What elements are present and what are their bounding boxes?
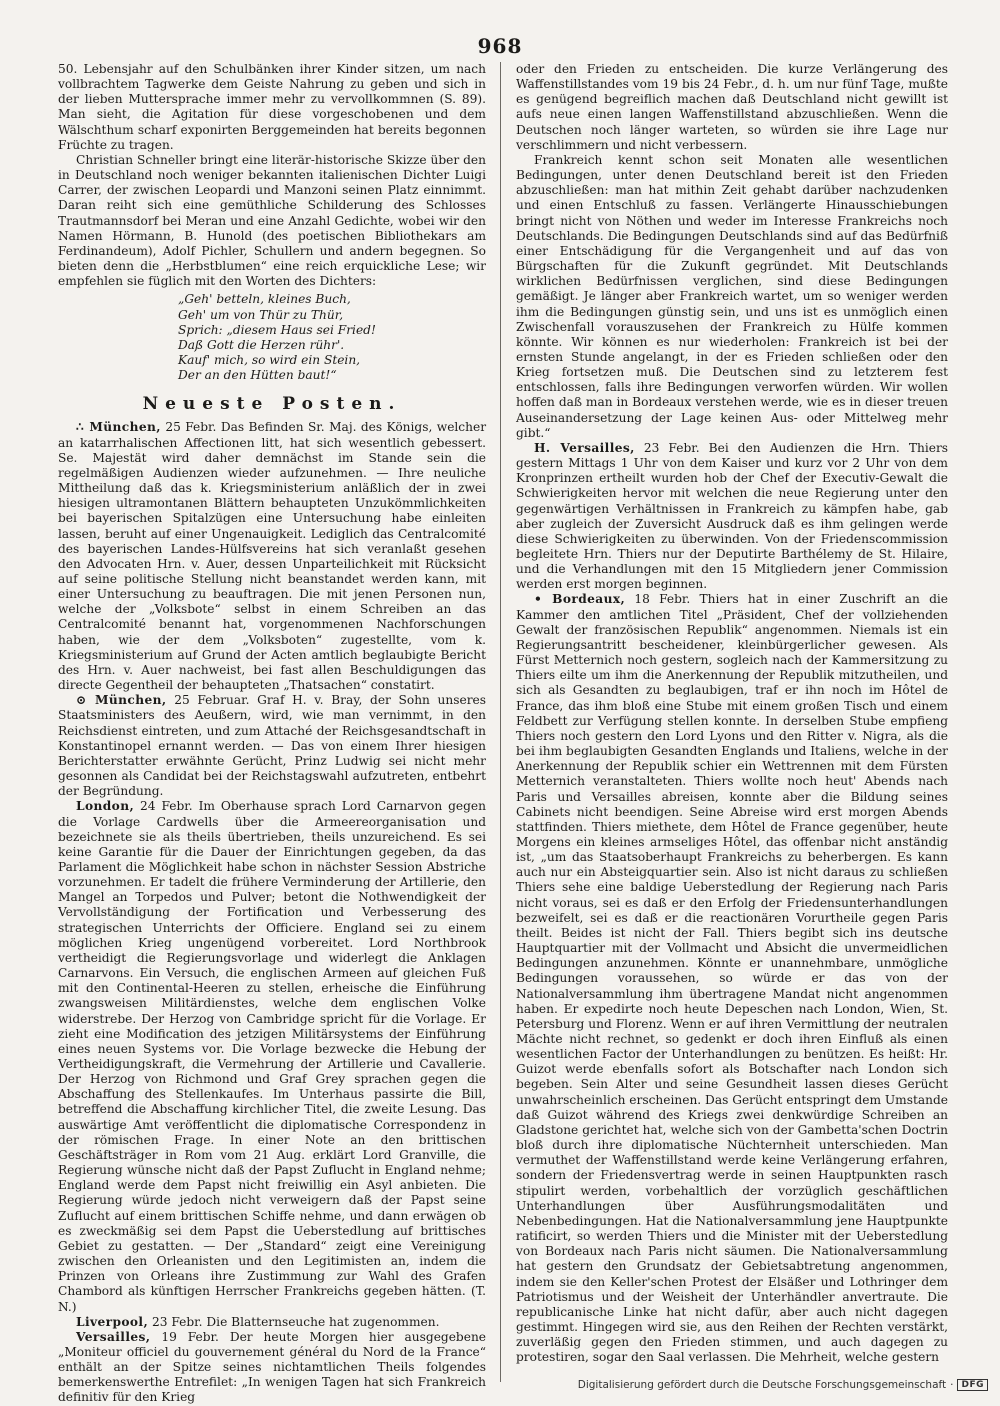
article-place: H. Versailles, <box>534 440 635 455</box>
dfg-logo-icon: DFG <box>957 1379 988 1391</box>
article <box>516 441 948 593</box>
article-date: 19 Febr. <box>161 1329 219 1344</box>
article <box>516 592 948 1365</box>
article-date: 18 Febr. <box>634 592 691 607</box>
article-date: 23 Febr. <box>151 1314 203 1329</box>
poem-line: Daß Gott die Herzen rühr'. <box>178 337 345 352</box>
article-place: • Bordeaux, <box>534 592 626 607</box>
intro-paragraph-2: Christian Schneller bringt eine literär-historische Skizze über den in Deutschland noch weniger bekannten italienischen Dichter Luigi Carrer, der zwischen Leopardi und Manzoni seinen Platz einnimmt. Daran reiht sich eine gemüthliche Schilderung des Schlosses Trautmannsdorf bei Meran und eine Anzahl Gedichte, wobei wir den Namen Hörmann, B. Hunold (des poetischen Bibliothekars am Ferdinandeum), Adolf Pichler, Schullern und andern begegnen. So bieten denn die „Herbstblumen“ eine reich erquickliche Lese; wir empfehlen sie füglich mit den Worten des Dichters: <box>58 152 486 289</box>
article-place: ∴ München, <box>76 420 161 435</box>
poem-line: Geh' um von Thür zu Thür, <box>178 307 344 322</box>
article-text: Graf H. v. Bray, der Sohn unseres Staatsministers des Aeußern, wird, wie man vernimmt, in den Reichsdienst eintreten, und zum Attaché der Reichsgesandtschaft in Konstantinopel ernannt werden. — Das von einem Ihrer hiesigen Berichterstatter erwähnte Gerücht, Prinz Ludwig sei nicht mehr gesonnen als Candidat bei der Reichstagswahl aufzutreten, entbehrt der Begründung. <box>58 693 486 799</box>
article <box>58 1330 486 1406</box>
poem <box>178 292 486 383</box>
left-column <box>58 62 487 1405</box>
article <box>58 693 486 799</box>
continuation-paragraph-1: oder den Frieden zu entscheiden. Die kurze Verlängerung des Waffenstillstandes vom 19 bis 24 Febr., d. h. um nur fünf Tage, mußte es genügend begreiflich machen daß Deutschland nicht gewillt ist aufs neue einen langen Waffenstillstand abzuschließen. Wenn die Deutschen noch länger warteten, so würden sie ihre Lage nur verschlimmern und nicht verbessern. <box>516 62 948 152</box>
digitization-footer <box>578 1379 988 1391</box>
article <box>58 420 486 693</box>
poem-line: „Geh' betteln, kleines Buch, <box>178 292 351 307</box>
poem-line: Der an den Hütten baut!“ <box>178 368 337 383</box>
column-divider <box>500 62 501 1382</box>
article-date: 25 Febr. <box>165 420 217 435</box>
article-text: Der heute Morgen hier ausgegebene „Moniteur officiel du gouvernement général du Nord de la France“ enthält an der Spitze seines nichtamtlichen Theils folgendes bemerkenswerthe Entrefilet: „In wenigen Tagen hat sich Frankreich definitiv für den Krieg <box>58 1329 487 1405</box>
intro-paragraph-1: 50. Lebensjahr auf den Schulbänken ihrer Kinder sitzen, um nach vollbrachtem Tagwerke dem Geiste Nahrung zu geben und sich in der lieben Muttersprache immer mehr zu vervollkommnen (S. 89). Man sieht, die Agitation für diese vorgeschobenen und dem Wälschthum scharf exponirten Berggemeinden hat bereits begonnen Früchte zu tragen. <box>58 62 486 152</box>
footer-text: Digitalisierung gefördert durch die Deutsche Forschungsgemeinschaft <box>577 1379 947 1391</box>
article-place: Liverpool, <box>76 1314 149 1329</box>
article-text: Im Oberhause sprach Lord Carnarvon gegen die Vorlage Cardwells über die Armeereorganisation und bezeichnete sie als theils übertrieben, theils unzureichend. Es sei keine Garantie für die Dauer der Einrichtungen gegeben, da das Parlament die Möglichkeit habe schon in nächster Session Abstriche vorzunehmen. Er tadelt die frühere Verminderung der Artillerie, den Mangel an Torpedos und Pulver; betont die Nothwendigkeit der Vervollständigung der Fortification und Verbesserung des strategischen Unterrichts der Officiere. England sei zu einem möglichen Krieg ungenügend vorbereitet. Lord Northbrook vertheidigt die Regierungsvorlage und widerlegt die Anklagen Carnarvons. Ein Versuch, die englischen Armeen auf gleichen Fuß mit den Continental-Heeren zu stellen, erheische die Einführung zwangsweisen Militärdienstes, welche dem englischen Volke widerstrebe. Der Herzog von Cambridge spricht für die Vorlage. Er zieht eine Modification des jetzigen Militärsystems der Einführung eines neuen Systems vor. Die Vorlage bezwecke die Hebung der Vertheidigungskraft, die Vermehrung der Artillerie und Cavallerie. Der Herzog von Richmond und Graf Grey sprachen gegen die Abschaffung des Stellenkaufes. Im Unterhaus passirte die Bill, betreffend die Abschaffung kirchlicher Titel, die zweite Lesung. Das auswärtige Amt veröffentlicht die diplomatische Correspondenz in der römischen Frage. In einer Note an den brittischen Geschäftsträger in Rom vom 21 Aug. erklärt Lord Granville, die Regierung wünsche nicht daß der Papst Zuflucht in England nehme; England werde dem Papst nicht freiwillig ein Asyl anbieten. Die Regierung würde jedoch nicht verweigern daß der Papst seine Zuflucht auf einem brittischen Schiffe nehme, und dann erwägen ob es zweckmäßig sei dem Papst die Ueberstedlung auf brittisches Gebiet zu gestatten. — Der „Standard“ zeigt eine Vereinigung zwischen den Orleanisten und den Legitimisten an, indem die Prinzen von Orleans ihre Zustimmung zur Wahl des Grafen Chambord als künftigen Herrscher Frankreichs gegeben hätten. (T. N.) <box>58 799 486 1314</box>
article-text: Die Blatternseuche hat zugenommen. <box>206 1314 440 1329</box>
section-heading: Neueste Posten. <box>142 394 402 415</box>
page-number: 968 <box>477 34 523 58</box>
article-text: Das Befinden Sr. Maj. des Königs, welcher an katarrhalischen Affectionen litt, hat sich wesentlich gebessert. Se. Majestät wird daher demnächst im Stande sein die regelmäßigen Audienzen wieder aufzunehmen. — Ihre neuliche Mittheilung daß das k. Kriegsministerium anläßlich der in zwei hiesigen ultramontanen Blättern behaupteten Unzukömmlichkeiten bei bayerischen Spitalzügen eine Untersuchung habe einleiten lassen, beruht auf einer Ungenauigkeit. Lediglich das Centralcomité des bayerischen Landes-Hülfsvereins hat sich veranlaßt gesehen den Advocaten Hrn. v. Auer, dessen Unparteilichkeit mit Rücksicht auf seine politische Stellung nicht beanstandet werden kann, mit einer Untersuchung zu beauftragen. Die mit jenen Personen nun, welche der „Volksbote“ selbst in einem Schreiben an das Centralcomité benannt hat, vorgenommenen Nachforschungen haben, wie der dem „Volksboten“ zugestellte, vom k. Kriegsministerium auf Grund der Acten amtlich beglaubigte Bericht des Hrn. v. Auer nachweist, bei fast allen Beschuldigungen das directe Gegentheil der behaupteten „Thatsachen“ constatirt. <box>58 420 487 693</box>
article-date: 24 Febr. <box>140 799 193 814</box>
continuation-paragraph-2: Frankreich kennt schon seit Monaten alle wesentlichen Bedingungen, unter denen Deutschland bereit ist den Frieden abzuschließen: man hat mithin Zeit gehabt darüber nachzudenken und einen Entschluß zu fassen. Verlängerte Hinausschiebungen bringt nicht von Nöthen und weder im Interesse Frankreichs noch Deutschlands. Die Bedingungen Deutschlands sind auf das Bedürfniß einer Entschädigung für die Vergangenheit und auf das von Bürgschaften für die Zukunft gegründet. Mit Deutschlands wirklichen Bedürfnissen verglichen, sind diese Bedingungen gemäßigt. Je länger aber Frankreich wartet, um so weniger werden ihm die Bedingungen günstig sein, und uns ist es unmöglich einen Zwischenfall vorauszusehen der Frankreich zu Hülfe kommen könnte. Wir können es nur wiederholen: Frankreich ist bei der ernsten Stunde angelangt, in der es Frieden schließen oder den Krieg fortsetzen muß. Die Deutschen sind zu letzterem fest entschlossen, falls ihre Bedingungen verworfen würden. Wir wollen hoffen daß man in Bordeaux verstehen werde, wie es in dieser treuen Auseinandersetzung der Lage keinen Aus- oder Mittelweg mehr gibt.“ <box>516 152 948 440</box>
article <box>58 1315 486 1330</box>
article-place: Versailles, <box>76 1329 151 1344</box>
article-date: 25 Februar. <box>174 693 250 708</box>
article-date: 23 Febr. <box>643 440 700 455</box>
poem-line: Sprich: „diesem Haus sei Fried! <box>178 322 376 337</box>
article-text: Bei den Audienzen die Hrn. Thiers gestern Mittags 1 Uhr von dem Kaiser und kurz vor 2 Uhr von dem Kronprinzen ertheilt wurden hob der Chef der Executiv-Gewalt die Schwierigkeiten hervor mit welchen die neue Regierung unter den gegenwärtigen Verhältnissen in Frankreich zu kämpfen habe, gab aber zugleich der Zuversicht Ausdruck daß es ihm gelingen werde diese Schwierigkeiten zu überwinden. Von der Friedenscommission begleitete Hrn. Thiers nur der Deputirte Barthélemy de St. Hilaire, und die Verhandlungen mit den 15 Mitgliedern jener Commission werden erst morgen beginnen. <box>516 440 949 592</box>
footer-separator: · <box>950 1379 954 1391</box>
article <box>58 799 486 1314</box>
article-place: ⊙ München, <box>76 693 167 708</box>
article-place: London, <box>76 799 135 814</box>
article-text: Thiers hat in einer Zuschrift an die Kammer den amtlichen Titel „Präsident, Chef der vollziehenden Gewalt der französischen Republik“ angenommen. Niemals ist ein Regierungsantritt bescheidener, kleinbürgerlicher gewesen. Als Fürst Metternich noch gestern, sogleich nach der Kammersitzung zu Thiers eilte um ihm die Anerkennung der Republik mitzutheilen, und sich als Gesandten zu beglaubigen, traf er ihn noch im Hôtel de France, das ihm bloß eine Stube mit einem großen Tisch und einem Feldbett zur Verfügung stellen konnte. In derselben Stube empfieng Thiers noch gestern den Lord Lyons und den Ritter v. Nigra, als die bei ihm beglaubigten Gesandten Englands und Italiens, welche in der Anerkennung der Republik schier ein Wettrennen mit dem Fürsten Metternich veranstalteten. Thiers wollte noch heut' Abends nach Paris und Versailles abreisen, konnte aber die Bildung seines Cabinets nicht beendigen. Seine Abreise wird erst morgen Abends stattfinden. Thiers miethete, dem Hôtel de France gegenüber, heute Morgens ein kleines armseliges Hôtel, das offenbar nicht anständig ist, „um das Staatsoberhaupt Frankreichs zu beherbergen. Es kann auch nur ein Absteigquartier sein. Also ist nicht daraus zu schließen Thiers sehe eine baldige Ueberstedlung der Regierung nach Paris nicht voraus, sei es daß er den Erfolg der Friedensunterhandlungen bezweifelt, sei es daß er die reactionären Vorurtheile gegen Paris theilt. Beides ist nicht der Fall. Thiers begibt sich ins deutsche Hauptquartier mit der Vollmacht und Absicht die unvermeidlichen Bedingungen anzunehmen. Könnte er unannehmbare, unmögliche Bedingungen voraussehen, so würde er das von der Nationalversammlung ihm übertragene Mandat nicht angenommen haben. Er expedirte noch heute Depeschen nach London, Wien, St. Petersburg und Florenz. Wenn er auf ihren Vermittlung der neutralen Mächte nicht rechnet, so gedenkt er doch ihren Einfluß als einen wesentlichen Factor der Unterhandlungen zu benützen. Es heißt: Hr. Guizot werde ebenfalls sofort als Botschafter nach London sich begeben. Sein Alter und seine Gesundheit lassen dieses Gerücht unwahrscheinlich erscheinen. Das Gerücht entspringt dem Umstande daß Guizot während des Kriegs zwei denkwürdige Schreiben an Gladstone gerichtet hat, welche sich von der Gambetta'schen Doctrin bloß durch ihre diplomatische Nüchternheit unterschieden. Man vermuthet der Waffenstillstand werde keine Verlängerung erfahren, sondern der Friedensvertrag werde in seinen Hauptpunkten rasch stipulirt werden, vorbehaltlich der vorzüglich geschäftlichen Unterhandlungen über Ausführungsmodalitäten und Nebenbedingungen. Hat die Nationalversammlung jene Hauptpunkte ratificirt, so werden Thiers und die Minister mit der Ueberstedlung von Bordeaux nach Paris nicht säumen. Die Nationalversammlung hat gestern den Grundsatz der Gebietsabtretung angenommen, indem sie den Keller'schen Protest der Elsäßer und Lothringer dem Patriotismus und der Weisheit der Unterhändler anvertraute. Die republicanische Linke hat nicht dafür, aber auch nicht dagegen gestimmt. Hingegen wird sie, aus den Reihen der Rechten verstärkt, zuverläßig gegen den Frieden stimmen, und auch dagegen zu protestiren, sogar den Saal verlassen. Die Mehrheit, welche gestern <box>516 592 949 1365</box>
poem-line: Kauf' mich, so wird ein Stein, <box>178 352 361 367</box>
right-column <box>516 62 948 1367</box>
